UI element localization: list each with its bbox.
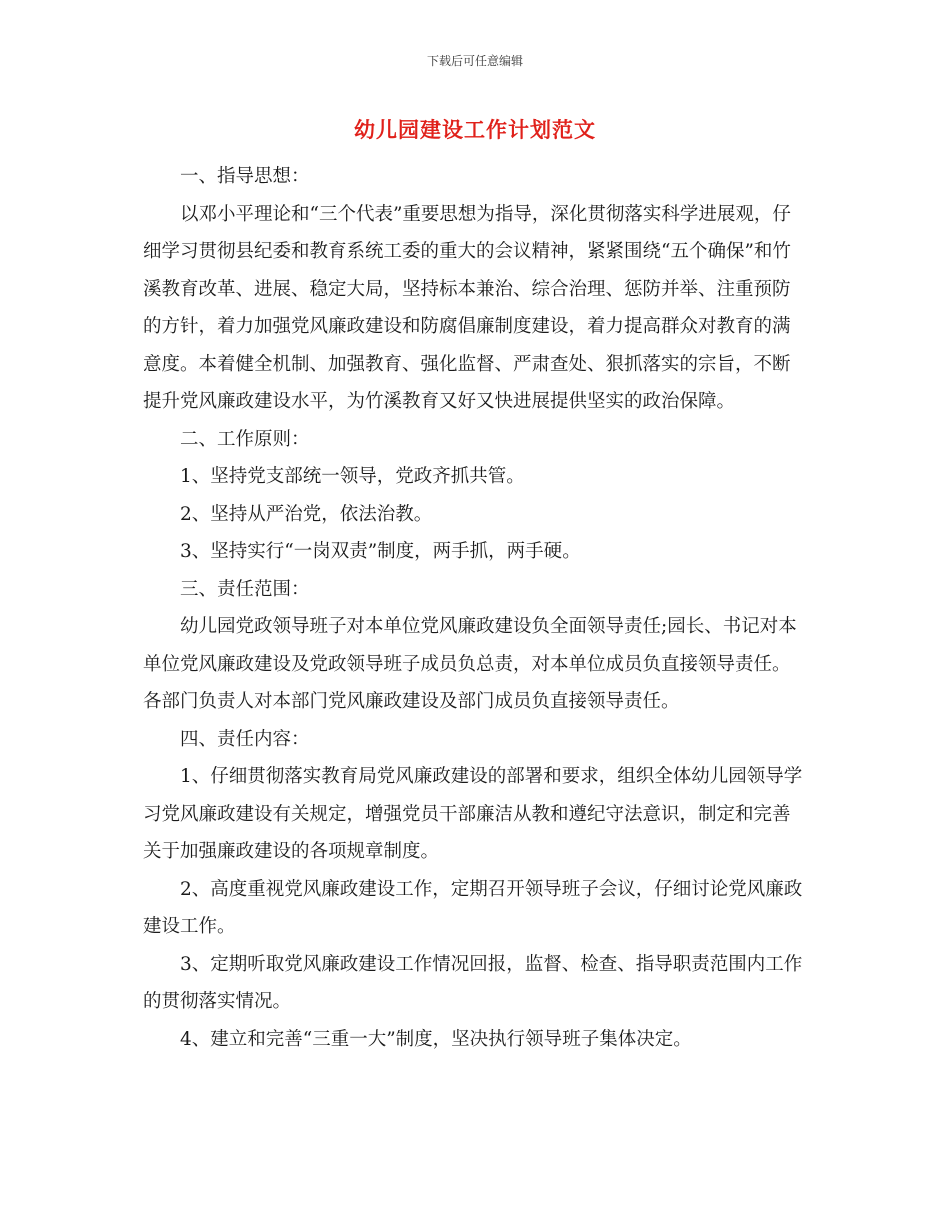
paragraph: 1、仔细贯彻落实教育局党风廉政建设的部署和要求，组织全体幼儿园领导学习党风廉政建设有关规定，增强党员干部廉洁从教和遵纪守法意识，制定和完善关于加强廉政建设的各项规章制度。 (143, 766, 803, 862)
section-heading: 一、指导思想： (180, 166, 310, 187)
section-heading: 三、责任范围： (180, 578, 310, 600)
section-heading: 二、工作原则： (180, 428, 310, 450)
paragraph: 幼儿园党政领导班子对本单位党风廉政建设负全面领导责任;园长、书记对本单位党风廉政建设及党政领导班子成员负总责，对本单位成员负直接领导责任。各部门负责人对本部门党风廉政建设及部门成员负直接领导责任。 (143, 616, 797, 712)
paragraph: 2、坚持从严治党，依法治教。 (180, 503, 433, 525)
document-title: 幼儿园建设工作计划范文 (354, 117, 596, 142)
paragraph: 2、高度重视党风廉政建设工作，定期召开领导班子会议，仔细讨论党风廉政建设工作。 (143, 878, 803, 937)
paragraph: 3、坚持实行“一岗双责”制度，两手抓，两手硬。 (180, 541, 581, 562)
section-heading: 四、责任内容： (180, 728, 310, 750)
paragraph: 以邓小平理论和“三个代表”重要思想为指导，深化贯彻落实科学进展观，仔细学习贯彻县纪委和教育系统工委的重大的会议精神，紧紧围绕“五个确保”和竹溪教育改革、进展、稳定大局，坚持标本兼治、综合治理、惩防并举、注重预防的方针，着力加强党风廉政建设和防腐倡廉制度建设，着力提高群众对教育的满意度。本着健全机制、加强教育、强化监督、严肃查处、狠抓落实的宗旨，不断提升党风廉政建设水平，为竹溪教育又好又快进展提供坚实的政治保障。 (143, 203, 791, 412)
paragraph: 3、定期听取党风廉政建设工作情况回报，监督、检查、指导职责范围内工作的贯彻落实情况。 (143, 953, 803, 1012)
page-header-note: 下载后可任意编辑 (426, 54, 523, 68)
paragraph: 1、坚持党支部统一领导，党政齐抓共管。 (180, 466, 525, 487)
paragraph: 4、建立和完善“三重一大”制度，坚决执行领导班子集体决定。 (180, 1028, 692, 1050)
document-body (143, 158, 808, 1058)
